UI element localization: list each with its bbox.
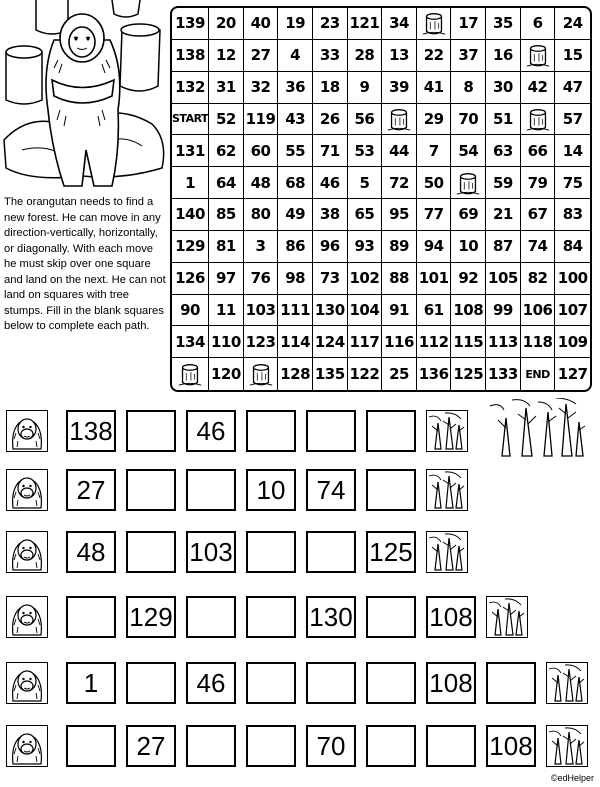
path-number-box: 1 <box>66 662 116 704</box>
grid-cell: 114 <box>278 326 313 358</box>
path-number-box: 125 <box>366 531 416 573</box>
path-number-box: 108 <box>426 662 476 704</box>
grid-cell: 41 <box>417 72 452 104</box>
grid-cell: 35 <box>486 8 521 40</box>
blank-answer-box[interactable] <box>306 410 356 452</box>
path-number-box: 74 <box>306 469 356 511</box>
grid-cell: 132 <box>172 72 209 104</box>
grid-cell: 51 <box>486 104 521 136</box>
grid-cell: 70 <box>451 104 486 136</box>
grid-cell: 95 <box>382 199 417 231</box>
grid-cell: 49 <box>278 199 313 231</box>
grid-cell: 17 <box>451 8 486 40</box>
grid-cell: 136 <box>417 358 452 390</box>
grid-cell: 90 <box>172 295 209 327</box>
grid-cell: 66 <box>521 135 556 167</box>
forest-icon <box>546 725 588 767</box>
grid-cell: 64 <box>209 167 244 199</box>
grid-cell: 121 <box>348 8 383 40</box>
blank-answer-box[interactable] <box>366 725 416 767</box>
blank-answer-box[interactable] <box>126 410 176 452</box>
grid-cell: 79 <box>521 167 556 199</box>
grid-cell: 11 <box>209 295 244 327</box>
blank-answer-box[interactable] <box>126 469 176 511</box>
grid-cell: 61 <box>417 295 452 327</box>
grid-cell: 119 <box>244 104 279 136</box>
grid-cell: 116 <box>382 326 417 358</box>
grid-cell: 28 <box>348 40 383 72</box>
grid-cell: 74 <box>521 231 556 263</box>
grid-cell: 44 <box>382 135 417 167</box>
grid-cell: 43 <box>278 104 313 136</box>
path-number-box: 138 <box>66 410 116 452</box>
grid-cell: 65 <box>348 199 383 231</box>
grid-cell: 112 <box>417 326 452 358</box>
grid-cell: 69 <box>451 199 486 231</box>
path-number-box: 108 <box>426 596 476 638</box>
grid-cell: 14 <box>555 135 590 167</box>
grid-cell: 113 <box>486 326 521 358</box>
grid-cell: 134 <box>172 326 209 358</box>
grid-cell: 50 <box>417 167 452 199</box>
path-number-box: 27 <box>66 469 116 511</box>
tree-stump-icon <box>382 104 417 136</box>
instructions-text: The orangutan needs to find a new forest. He can move in any direction-vertically, horizontally, or diagonally. With each move he must skip over one square and land on the next. He can not land on squares with tree stumps. Fill in the blank squares below to complete each path. <box>4 196 166 332</box>
tree-stump-icon <box>521 40 556 72</box>
grid-cell: 5 <box>348 167 383 199</box>
grid-cell: 4 <box>278 40 313 72</box>
grid-cell: 47 <box>555 72 590 104</box>
grid-cell: 103 <box>244 295 279 327</box>
orangutan-icon <box>6 662 48 704</box>
grid-cell: 82 <box>521 263 556 295</box>
grid-cell: 27 <box>244 40 279 72</box>
grid-cell: 26 <box>313 104 348 136</box>
grid-cell: 128 <box>278 358 313 390</box>
grid-cell: 139 <box>172 8 209 40</box>
grid-cell: 135 <box>313 358 348 390</box>
grid-cell: 52 <box>209 104 244 136</box>
blank-answer-box[interactable] <box>366 662 416 704</box>
path-number-box: 48 <box>66 531 116 573</box>
blank-answer-box[interactable] <box>426 725 476 767</box>
grid-cell: 110 <box>209 326 244 358</box>
grid-cell: 25 <box>382 358 417 390</box>
grid-cell: 133 <box>486 358 521 390</box>
grid-cell: 3 <box>244 231 279 263</box>
grid-cell: 85 <box>209 199 244 231</box>
grid-cell: 140 <box>172 199 209 231</box>
grid-cell: 111 <box>278 295 313 327</box>
orangutan-icon <box>6 410 48 452</box>
grid-cell: 21 <box>486 199 521 231</box>
path-number-box: 129 <box>126 596 176 638</box>
grid-cell: 127 <box>557 365 588 384</box>
grid-cell: 10 <box>451 231 486 263</box>
tree-stump-icon <box>451 167 486 199</box>
grid-cell: 48 <box>244 167 279 199</box>
grid-cell: 23 <box>313 8 348 40</box>
grid-cell: 7 <box>417 135 452 167</box>
grid-cell: 124 <box>313 326 348 358</box>
blank-answer-box[interactable] <box>366 410 416 452</box>
grid-cell: 55 <box>278 135 313 167</box>
grid-cell: 54 <box>451 135 486 167</box>
grid-cell: 6 <box>521 8 556 40</box>
grid-cell: 138 <box>172 40 209 72</box>
grid-cell: 13 <box>382 40 417 72</box>
grid-cell: 97 <box>209 263 244 295</box>
grid-cell: 53 <box>348 135 383 167</box>
orangutan-illustration <box>2 0 168 190</box>
grid-end-cell: END <box>521 358 556 390</box>
grid-cell: 100 <box>555 263 590 295</box>
grid-cell: 42 <box>521 72 556 104</box>
grid-cell: 88 <box>382 263 417 295</box>
grid-cell: 9 <box>348 72 383 104</box>
path-number-box: 108 <box>486 725 536 767</box>
grid-cell: 108 <box>451 295 486 327</box>
grid-cell: 12 <box>209 40 244 72</box>
blank-answer-box[interactable] <box>246 596 296 638</box>
grid-cell: 80 <box>244 199 279 231</box>
blank-answer-box[interactable] <box>186 596 236 638</box>
tree-stump-icon <box>244 358 279 390</box>
grid-cell: 19 <box>278 8 313 40</box>
path-number-box: 46 <box>186 410 236 452</box>
grid-cell: 16 <box>486 40 521 72</box>
grid-cell: 67 <box>521 199 556 231</box>
blank-answer-box[interactable] <box>126 531 176 573</box>
grid-cell: 63 <box>486 135 521 167</box>
grid-cell: 115 <box>451 326 486 358</box>
forest-icon <box>426 531 468 573</box>
orangutan-icon <box>6 531 48 573</box>
grid-cell: 24 <box>555 8 590 40</box>
forest-icon <box>426 410 468 452</box>
grid-cell: 130 <box>313 295 348 327</box>
grid-cell: 102 <box>348 263 383 295</box>
grid-start-cell: START <box>172 104 209 136</box>
blank-answer-box[interactable] <box>186 725 236 767</box>
blank-answer-box[interactable] <box>366 596 416 638</box>
grid-cell: 109 <box>555 326 590 358</box>
grid-cell: 118 <box>521 326 556 358</box>
orangutan-icon <box>6 725 48 767</box>
forest-icon <box>486 596 528 638</box>
grid-cell: 34 <box>382 8 417 40</box>
grid-cell: 72 <box>382 167 417 199</box>
grid-cell: 122 <box>348 358 383 390</box>
grid-cell: 125 <box>451 358 486 390</box>
grid-cell: 30 <box>486 72 521 104</box>
grid-cell: 36 <box>278 72 313 104</box>
grid-cell: 92 <box>451 263 486 295</box>
grid-cell: 60 <box>244 135 279 167</box>
grid-cell: 96 <box>313 231 348 263</box>
grid-cell: 84 <box>555 231 590 263</box>
grid-cell: 15 <box>555 40 590 72</box>
path-number-box: 27 <box>126 725 176 767</box>
grid-cell: 39 <box>382 72 417 104</box>
grid-cell: 107 <box>555 295 590 327</box>
grid-cell: 8 <box>451 72 486 104</box>
blank-answer-box[interactable] <box>66 596 116 638</box>
grid-cell: 37 <box>451 40 486 72</box>
grid-cell: 105 <box>486 263 521 295</box>
path-number-box: 70 <box>306 725 356 767</box>
grid-cell: 22 <box>417 40 452 72</box>
grid-cell: 91 <box>382 295 417 327</box>
path-number-box: 46 <box>186 662 236 704</box>
grid-cell: 62 <box>209 135 244 167</box>
grid-cell: 46 <box>313 167 348 199</box>
blank-answer-box[interactable] <box>246 531 296 573</box>
path-number-box: 130 <box>306 596 356 638</box>
blank-answer-box[interactable] <box>486 662 536 704</box>
grid-cell: 81 <box>209 231 244 263</box>
grid-cell: 40 <box>244 8 279 40</box>
tree-stump-icon <box>172 358 209 390</box>
grid-cell: 18 <box>313 72 348 104</box>
orangutan-icon <box>6 469 48 511</box>
blank-answer-box[interactable] <box>306 531 356 573</box>
forest-icon <box>546 662 588 704</box>
grid-cell: 31 <box>209 72 244 104</box>
grid-cell: 57 <box>555 104 590 136</box>
grid-cell: 101 <box>417 263 452 295</box>
grid-cell: 68 <box>278 167 313 199</box>
blank-answer-box[interactable] <box>246 725 296 767</box>
blank-answer-box[interactable] <box>66 725 116 767</box>
credit-text: ©edHelper <box>550 773 594 783</box>
blank-answer-box[interactable] <box>366 469 416 511</box>
tree-stump-icon <box>521 104 556 136</box>
grid-cell: 73 <box>313 263 348 295</box>
grid-cell: 131 <box>172 135 209 167</box>
grid-cell: 93 <box>348 231 383 263</box>
grid-cell: 59 <box>486 167 521 199</box>
grid-cell: 77 <box>417 199 452 231</box>
blank-answer-box[interactable] <box>126 662 176 704</box>
path-number-box: 10 <box>246 469 296 511</box>
grid-cell: 98 <box>278 263 313 295</box>
forest-illustration <box>488 398 588 458</box>
grid-cell: 129 <box>172 231 209 263</box>
blank-answer-box[interactable] <box>246 410 296 452</box>
grid-cell: 126 <box>172 263 209 295</box>
forest-icon <box>426 469 468 511</box>
grid-cell: 94 <box>417 231 452 263</box>
grid-cell: 38 <box>313 199 348 231</box>
grid-cell: 99 <box>486 295 521 327</box>
number-grid <box>170 6 592 392</box>
grid-cell: 20 <box>209 8 244 40</box>
orangutan-icon <box>6 596 48 638</box>
grid-cell: 106 <box>521 295 556 327</box>
grid-cell: 75 <box>555 167 590 199</box>
grid-cell: 123 <box>244 326 279 358</box>
blank-answer-box[interactable] <box>186 469 236 511</box>
grid-cell: 83 <box>555 199 590 231</box>
grid-cell: 32 <box>244 72 279 104</box>
grid-cell: 76 <box>244 263 279 295</box>
grid-cell: 104 <box>348 295 383 327</box>
grid-cell: 86 <box>278 231 313 263</box>
tree-stump-icon <box>417 8 452 40</box>
blank-answer-box[interactable] <box>246 662 296 704</box>
grid-cell: 87 <box>486 231 521 263</box>
grid-cell: 33 <box>313 40 348 72</box>
grid-cell: 56 <box>348 104 383 136</box>
grid-cell: 1 <box>172 167 209 199</box>
blank-answer-box[interactable] <box>306 662 356 704</box>
grid-cell: 29 <box>417 104 452 136</box>
grid-cell: 71 <box>313 135 348 167</box>
path-number-box: 103 <box>186 531 236 573</box>
grid-cell: 89 <box>382 231 417 263</box>
grid-cell: 117 <box>348 326 383 358</box>
grid-cell: 120 <box>209 358 244 390</box>
